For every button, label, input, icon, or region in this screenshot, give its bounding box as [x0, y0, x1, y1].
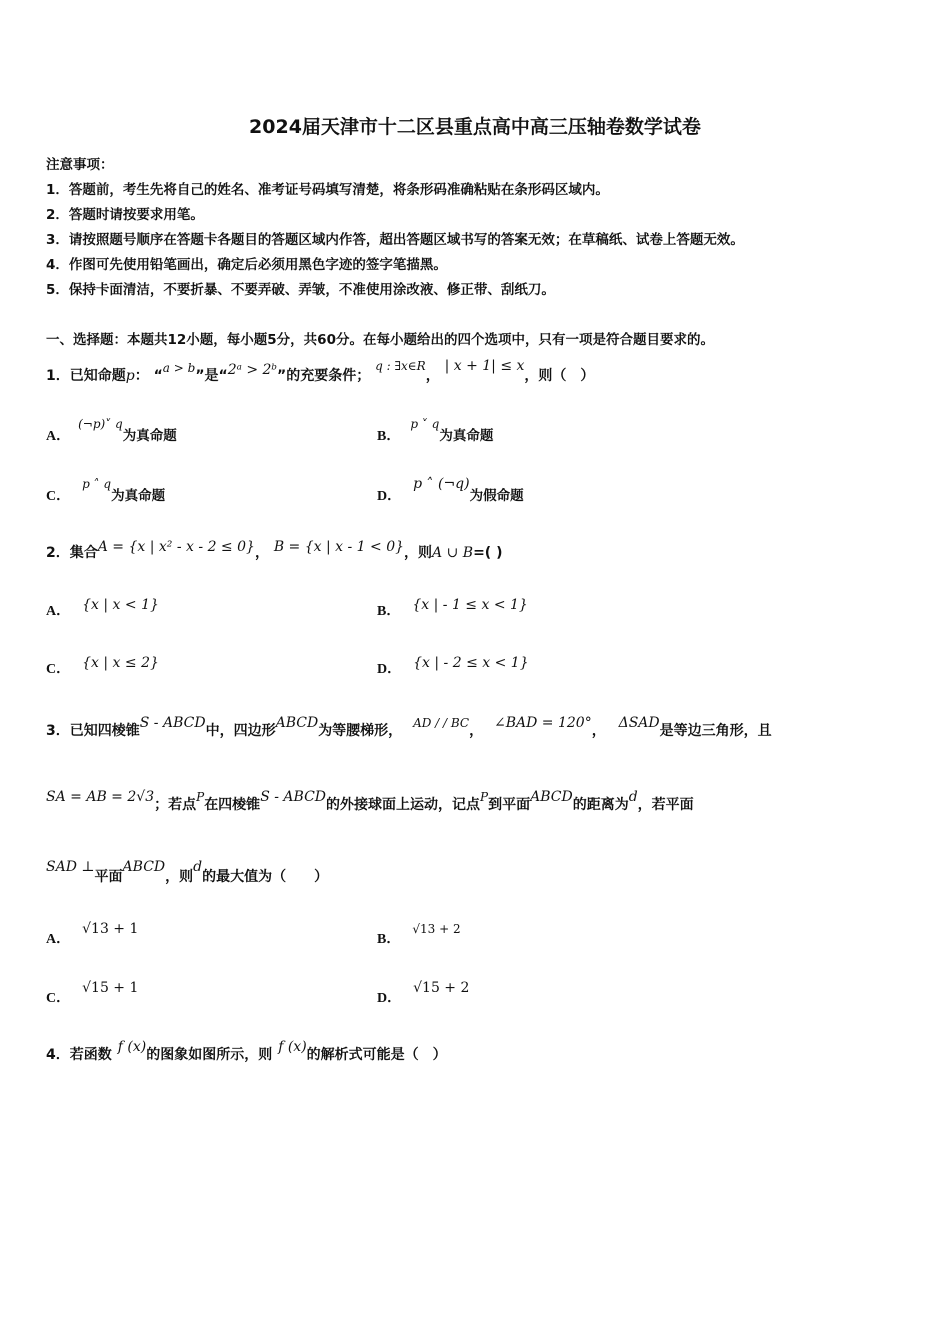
- option-math: √15 + 2: [413, 980, 470, 996]
- q3-text: 为等腰梯形，: [318, 723, 403, 739]
- question-4-stem: [46, 1036, 447, 1063]
- q3-math: ABCD: [275, 715, 319, 731]
- option-math: √13 + 2: [412, 922, 461, 936]
- option-math: {x | - 1 ≤ x < 1}: [412, 597, 528, 613]
- option-math: p ˄ (¬q): [413, 476, 470, 492]
- q2-option-d[interactable]: [377, 652, 529, 677]
- option-math: {x | - 2 ≤ x < 1}: [413, 655, 529, 671]
- q1-text: 1．已知命题: [46, 368, 126, 384]
- q3-math: P: [196, 790, 205, 804]
- note-item: 1．答题前，考生先将自己的姓名、准考证号码填写清楚，将条形码准确粘贴在条形码区域内。: [46, 182, 609, 198]
- notes-heading: 注意事项：: [46, 157, 114, 173]
- q2-math: A ∪ B: [432, 545, 474, 561]
- q2-math: A = {x | x² - x - 2 ≤ 0}: [97, 539, 255, 555]
- q1-option-b[interactable]: [377, 412, 494, 444]
- option-label: B．: [377, 429, 401, 444]
- q3-text: ，: [469, 723, 484, 739]
- option-label: C．: [46, 662, 71, 677]
- q3-option-c[interactable]: [46, 977, 139, 1006]
- option-math: p ˄ q: [82, 477, 112, 491]
- q3-math: ABCD: [530, 789, 573, 805]
- option-label: A．: [46, 429, 71, 444]
- q3-option-b[interactable]: [377, 918, 461, 947]
- option-math: {x | x < 1}: [82, 597, 159, 613]
- q3-math: S - ABCD: [139, 715, 206, 731]
- q1-text: 的充要条件；: [286, 368, 371, 384]
- q3-option-d[interactable]: [377, 977, 470, 1006]
- q2-text: 2．集合: [46, 545, 98, 561]
- q2-option-b[interactable]: [377, 594, 528, 619]
- q3-text: ，则: [165, 869, 194, 885]
- q3-text: 到平面: [488, 797, 531, 813]
- q2-text: ，则: [404, 545, 433, 561]
- q4-math: f (x): [117, 1039, 147, 1055]
- q4-math: f (x): [278, 1039, 307, 1055]
- q1-quote: “: [218, 368, 228, 384]
- option-text: 为真命题: [111, 488, 166, 504]
- question-3-line-1: [46, 712, 772, 739]
- q3-math: S - ABCD: [260, 789, 327, 805]
- note-item: 5．保持卡面清洁，不要折暴、不要弄破、弄皱，不准使用涂改液、修正带、刮纸刀。: [46, 282, 555, 298]
- q3-text: 3．已知四棱锥: [46, 723, 140, 739]
- note-item: 3．请按照题号顺序在答题卡各题目的答题区域内作答，超出答题区域书写的答案无效；在草稿纸、试卷上答题无效。: [46, 232, 744, 248]
- q3-math: ∠BAD = 120°: [493, 715, 592, 731]
- q1-quote: ”: [277, 368, 287, 384]
- option-label: A．: [46, 604, 71, 619]
- question-1-stem: [46, 358, 595, 385]
- q3-math: AD / / BC: [413, 716, 470, 730]
- q4-text: 4．若函数: [46, 1047, 112, 1063]
- q3-text: 在四棱锥: [204, 797, 261, 813]
- q3-text: ，若平面: [637, 797, 694, 813]
- q2-text: ，: [254, 545, 269, 561]
- q1-math: p: [125, 368, 135, 384]
- q3-text: ；若点: [154, 797, 197, 813]
- q3-math: d: [628, 789, 638, 805]
- option-label: D．: [377, 991, 402, 1006]
- q3-text: 是等边三角形，且: [659, 723, 772, 739]
- q1-text: 是: [204, 368, 219, 384]
- option-text: 为假命题: [469, 488, 524, 504]
- option-label: D．: [377, 489, 402, 504]
- q2-option-c[interactable]: [46, 652, 159, 677]
- q1-math: q : ∃x∈R: [375, 359, 426, 373]
- q1-quote: “: [153, 368, 163, 384]
- note-item: 2．答题时请按要求用笔。: [46, 207, 204, 223]
- q1-text: ：: [134, 368, 149, 384]
- option-label: B．: [377, 932, 401, 947]
- q4-text: 的图象如图所示，则: [146, 1047, 273, 1063]
- option-math: √13 + 1: [82, 921, 139, 937]
- q3-text: 的距离为: [572, 797, 629, 813]
- option-math: (¬p)˅ q: [78, 417, 123, 431]
- q3-math: P: [480, 790, 489, 804]
- option-math: √15 + 1: [82, 980, 139, 996]
- q4-text: 的解析式可能是（ ）: [306, 1047, 447, 1063]
- question-2-stem: [46, 536, 503, 561]
- option-math: {x | x ≤ 2}: [82, 655, 159, 671]
- note-item: 4．作图可先使用铅笔画出，确定后必须用黑色字迹的签字笔描黑。: [46, 257, 447, 273]
- option-label: D．: [377, 662, 402, 677]
- q1-quote: ”: [195, 368, 205, 384]
- q3-option-a[interactable]: [46, 918, 139, 947]
- q1-text: ，则（ ）: [524, 368, 595, 384]
- question-3-line-3: [46, 856, 329, 885]
- q1-math: a > b: [162, 361, 196, 375]
- page-title: 2024届天津市十二区县重点高中高三压轴卷数学试卷: [249, 116, 701, 138]
- q1-text: ，: [425, 368, 440, 384]
- q3-math: ABCD: [122, 859, 166, 875]
- q3-text: 的最大值为（ ）: [202, 869, 329, 885]
- q3-math: SAD ⊥: [46, 859, 95, 875]
- option-label: B．: [377, 604, 401, 619]
- option-label: C．: [46, 991, 71, 1006]
- q3-math: d: [193, 859, 203, 875]
- q3-text: 平面: [94, 869, 123, 885]
- q3-math: ΔSAD: [618, 715, 660, 731]
- option-math: p ˅ q: [410, 417, 440, 431]
- q3-text: ，: [591, 723, 606, 739]
- q1-option-a[interactable]: [46, 412, 177, 444]
- q3-text: 的外接球面上运动，记点: [326, 797, 481, 813]
- q1-option-c[interactable]: [46, 472, 166, 504]
- option-label: C．: [46, 489, 71, 504]
- q2-option-a[interactable]: [46, 594, 159, 619]
- question-3-line-2: [46, 786, 694, 813]
- q3-math: SA = AB = 2√3: [46, 789, 155, 805]
- q1-math: | x + 1| ≤ x: [444, 358, 525, 374]
- q2-text: =( ): [473, 545, 503, 561]
- q2-math: B = {x | x - 1 < 0}: [273, 539, 405, 555]
- q1-option-d[interactable]: [377, 472, 524, 504]
- option-text: 为真命题: [122, 428, 177, 444]
- option-label: A．: [46, 932, 71, 947]
- q3-text: 中，四边形: [205, 723, 276, 739]
- q1-math: 2ᵃ > 2ᵇ: [227, 362, 278, 378]
- option-text: 为真命题: [439, 428, 494, 444]
- section-heading: 一、选择题：本题共12小题，每小题5分，共60分。在每小题给出的四个选项中，只有一项是符合题目要求的。: [46, 332, 714, 348]
